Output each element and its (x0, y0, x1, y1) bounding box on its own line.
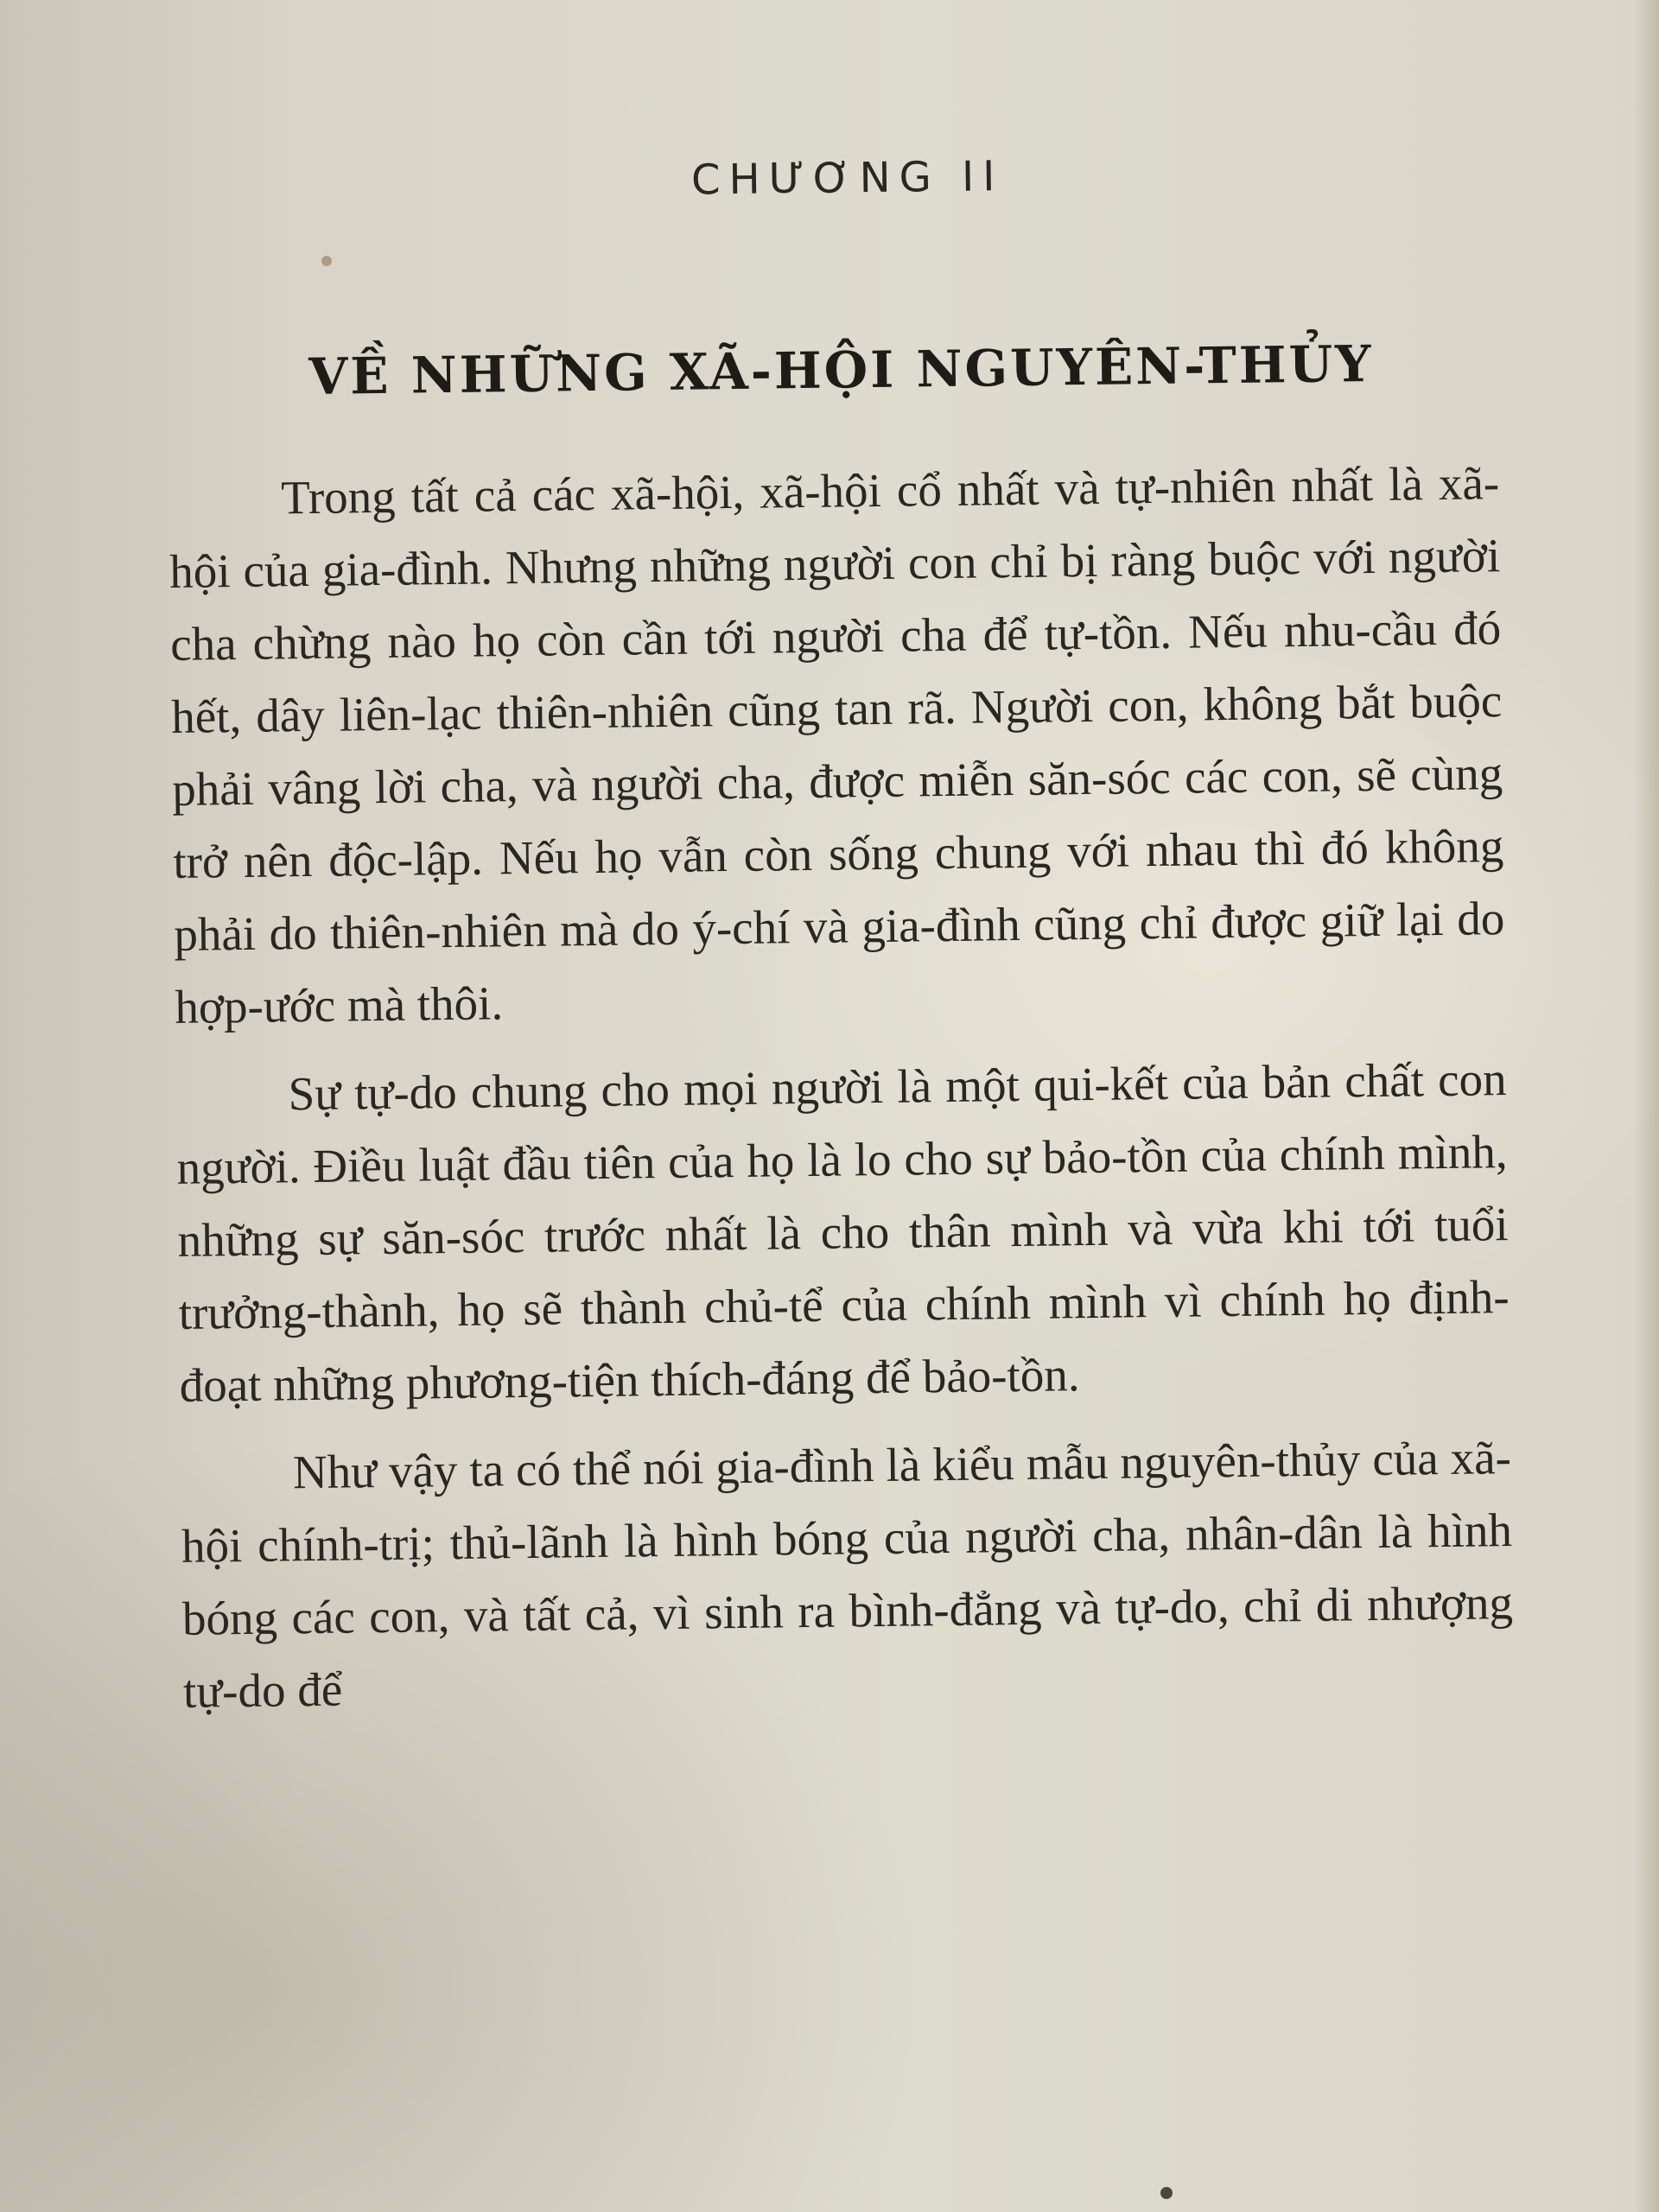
paragraph-2: Sự tự-do chung cho mọi người là một qui-kết của bản chất con người. Điều luật đầu tiên của họ là lo cho sự bảo-tồn của chính mình, những sự săn-sóc trước nhất là cho thân mình và vừa khi tới tuổi trưởng-thành, họ sẽ thành chủ-tể của chính mình vì chính họ định-đoạt những phương-tiện thích-đáng để bảo-tồn. (176, 1052, 1510, 1412)
paragraph-3: Như vậy ta có thể nói gia-đình là kiểu mẫu nguyên-thủy của xã-hội chính-trị; thủ-lãnh là hình bóng của người cha, nhân-dân là hình bóng các con, và tất cả, vì sinh ra bình-đẳng và tự-do, chỉ di nhượng tự-do để (181, 1431, 1514, 1718)
page-edge-shadow (1633, 0, 1659, 2212)
paper-stain (1160, 2187, 1173, 2199)
paragraph-1: Trong tất cả các xã-hội, xã-hội cổ nhất và tự-nhiên nhất là xã-hội của gia-đình. Nhưng những người con chỉ bị ràng buộc với người cha chừng nào họ còn cần tới người cha để tự-tồn. Nếu nhu-cầu đó hết, dây liên-lạc thiên-nhiên cũng tan rã. Người con, không bắt buộc phải vâng lời cha, và người cha, được miễn săn-sóc các con, sẽ cùng trở nên độc-lập. Nếu họ vẫn còn sống chung với nhau thì đó không phải do thiên-nhiên mà do ý-chí và gia-đình cũng chỉ được giữ lại do hợp-ước mà thôi. (168, 456, 1505, 1033)
chapter-title: VỀ NHỮNG XÃ-HỘI NGUYÊN-THỦY (308, 334, 1375, 406)
chapter-label: CHƯƠNG II (690, 152, 1004, 205)
page-text-block (164, 113, 1515, 1744)
